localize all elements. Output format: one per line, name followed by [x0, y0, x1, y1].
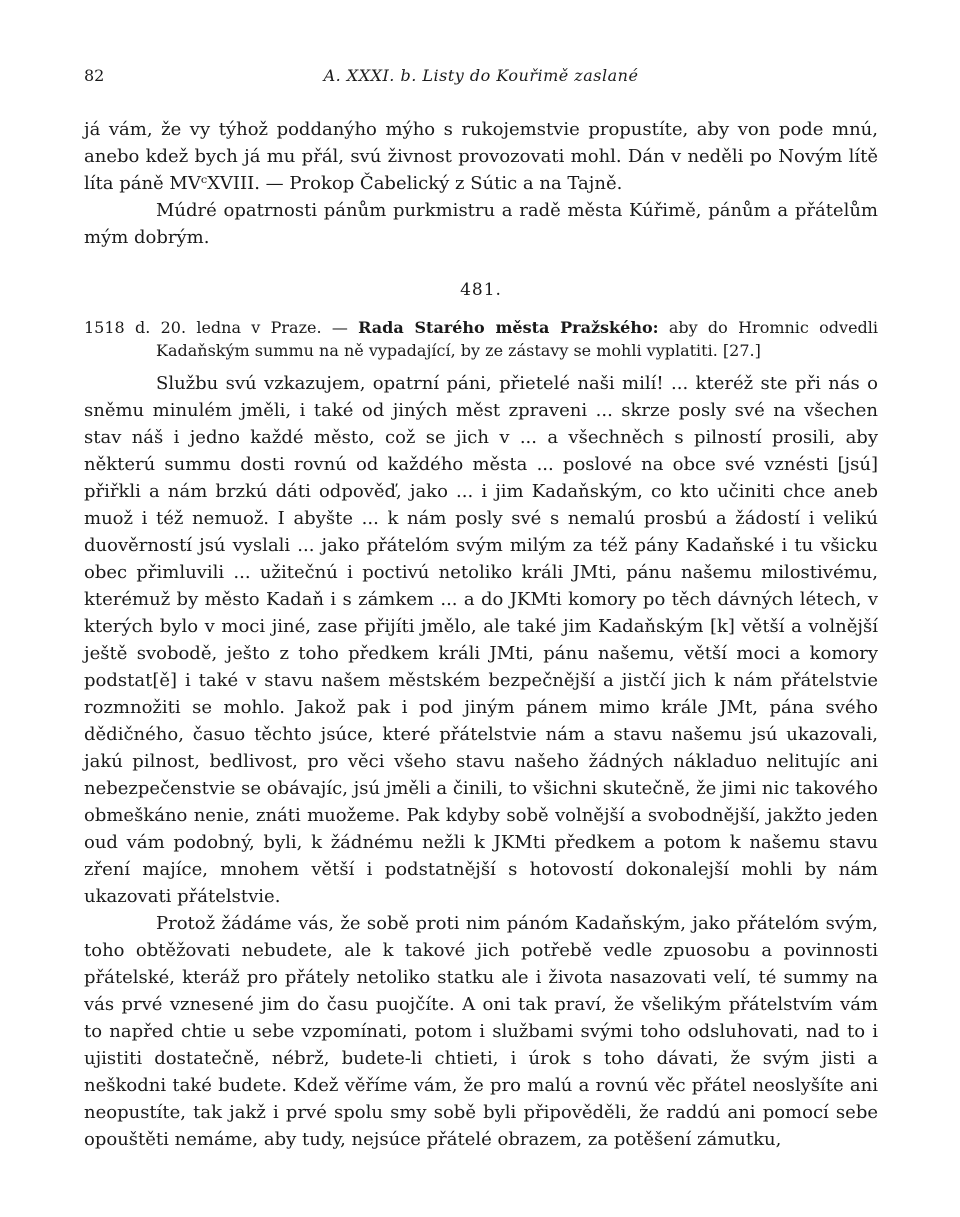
regest-author: Rada Starého města Pražského:	[358, 318, 659, 337]
body-text	[84, 116, 878, 1153]
document-number: 481.	[460, 280, 502, 300]
document-paragraph-1: Službu svú vzkazujem, opatrní páni, přietelé naši milí! ... kteréž ste při nás o sněmu minulém jměli, i také od jiných měst zpraveni ... skrze posly své na všechen stav náš i jedno každé město, což se jich v ... a všechněch s pilností prosili, aby některú summu dosti rovnú od každého města ... poslové na obce své vznésti [jsú] přiřkli a nám brzkú dáti odpověď, jako ... i jim Kadaňským, co kto učiniti chce aneb muož i též nemuož. I abyšte ... k nám posly své s nemalú prosbú a žádostí i velikú duověrností jsú vyslali ... jako přátelóm svým milým za též pány Kadaňské i tu všicku obec přimluvili ... užitečnú i poctivú netoliko králi JMti, pánu našemu milostivému, kterémuž by město Kadaň i s zámkem ... a do JKMti komory po těch dávných létech, v kterých bylo v moci jiné, zase přijíti jmělo, ale také jim Kadaňským [k] větší a volnější ještě svobodě, ješto z toho předkem králi JMti, pánu našemu, větší moci a komory podstat[ě] i také v stavu našem městském bezpečnější a jistčí jich k nám přátelstvie rozmnožiti se mohlo. Jakož pak i pod jiným pánem mimo krále JMt, pána svého dědičného, časuo těchto jsúce, které přátelstvie nám a stavu našemu jsú ukazovali, jakú pilnost, bedlivost, pro věci všeho stavu našeho žádných nákladuo nelitujíc ani nebezpečenstvie se obávajíc, jsú jměli a činili, to všichni skutečně, že jimi nic takového obmeškáno nenie, znáti muožeme. Pak kdyby sobě volnější a svobodnější, jakžto jeden oud vám podobný, byli, k žádnému nežli k JKMti předkem a potom k našemu stavu zření majíce, mnohem větší i podstatnější s hotovostí dokonalejší mohli by nám ukazovati přátelstvie.	[84, 373, 878, 907]
document-regest	[84, 316, 878, 362]
running-head: A. XXXI. b. Listy do Kouřimě zaslané	[323, 66, 639, 85]
document-page	[84, 66, 878, 1153]
regest-text: aby do Hromnic odvedli Kadaňským summu na ně vypadající, by ze zástavy se mohli vyplatiti. [27.]	[156, 318, 879, 360]
regest-date: 1518 d. 20. ledna v Praze. —	[84, 318, 348, 337]
letter-closing-paragraph: já vám, že vy týhož poddanýho mýho s rukojemstvie propustíte, aby von pode mnú, anebo kdež bych já mu přál, svú živnost provozovati mohl. Dán v neděli po Novým lítě líta páně MVᶜXVIII. — Prokop Čabelický z Sútic a na Tajně.	[84, 119, 878, 194]
page-number: 82	[84, 66, 105, 85]
letter-address-paragraph: Múdré opatrnosti pánům purkmistru a radě města Kúřimě, pánům a přátelům mým dobrým.	[84, 200, 878, 248]
document-paragraph-2: Protož žádáme vás, že sobě proti nim pánóm Kadaňským, jako přátelóm svým, toho obtěžovati nebudete, ale k takové jich potřebě vedle zpuosobu a povinnosti přátelské, kteráž pro přátely netoliko statku ale i života nasazovati velí, té summy na vás prvé vznesené jim do času puojčíte. A oni tak praví, že všelikým přátelstvím vám to napřed chtie u sebe vzpomínati, potom i službami svými toho odsluhovati, nad to i ujistiti dostatečně, nébrž, budete-li chtieti, i úrok s toho dávati, že svým jisti a neškodni také budete. Kdež věříme vám, že pro malú a rovnú věc přátel neoslyšíte ani neopustíte, tak jakž i prvé spolu smy sobě byli připověděli, že raddú ani pomocí sebe opouštěti nemáme, aby tudy, nejsúce přátelé obrazem, za potěšení zámutku,	[84, 913, 878, 1150]
page-header	[84, 66, 878, 92]
